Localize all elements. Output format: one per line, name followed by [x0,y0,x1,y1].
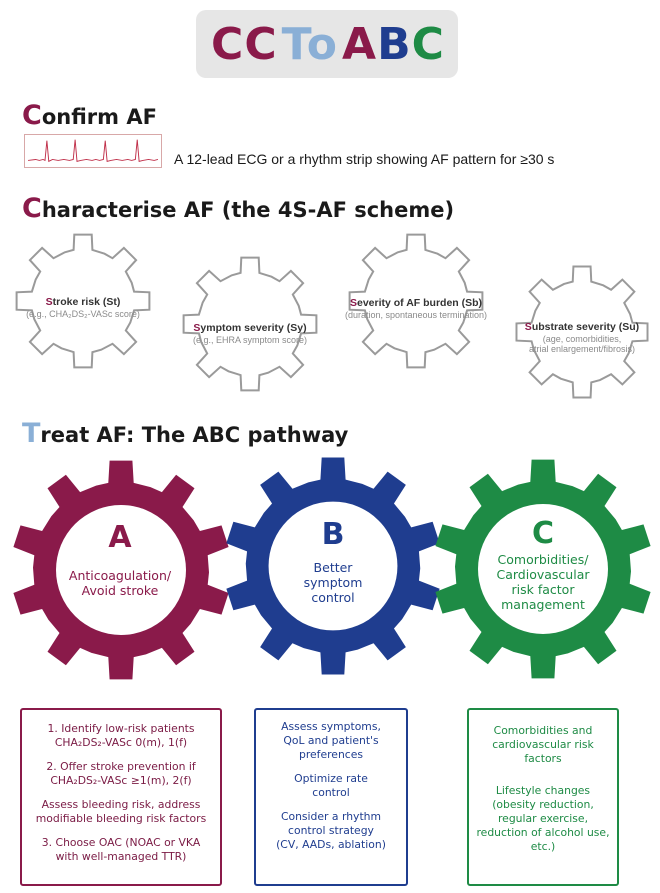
box-comorbidities [467,708,619,886]
scheme-title: everity of AF burden (Sb) [356,297,483,309]
gear-label-line: symptom [303,575,363,590]
title-abc [342,19,445,70]
scheme-first-letter: S [193,322,201,334]
gear-c-letter: C [531,516,555,551]
confirm-description: A 12-lead ECG or a rhythm strip showing AF pattern for ≥30 s [174,151,555,167]
gear-label-line: Cardiovascular [496,567,590,582]
scheme-sub: (duration, spontaneous termination) [344,310,488,320]
confirm-rest: onfirm AF [41,105,157,129]
box-line: (obesity reduction, [492,798,594,811]
box-b-item-3 [262,810,400,852]
box-line: factors [524,752,562,765]
box-line: 2. Offer stroke prevention if [46,760,196,773]
box-line: QoL and patient's [283,734,379,747]
box-a-item-1 [30,722,212,750]
scheme-first-letter: S [349,297,357,309]
treat-rest: reat AF: The ABC pathway [40,423,349,447]
box-line: regular exercise, [497,812,589,825]
box-line: Assess bleeding risk, address [41,798,201,811]
gear-label-line: Better [313,560,353,575]
gear-a-label [56,568,184,598]
box-a-item-2 [30,760,212,788]
box-line: reduction of alcohol use, [476,826,610,839]
box-anticoagulation [20,708,222,886]
scheme-first-letter: S [45,296,53,308]
box-line: cardiovascular risk [492,738,594,751]
box-c-item-2 [475,784,611,854]
scheme-title: troke risk (St) [52,296,121,308]
treat-heading [22,418,348,449]
box-b-item-1 [262,720,400,762]
title-b: B [377,18,412,70]
scheme-substrate-severity [512,321,652,354]
box-line: 3. Choose OAC (NOAC or VKA [41,836,201,849]
box-line: with well-managed TTR) [55,850,187,863]
scheme-sub: (e.g., EHRA symptom score) [192,335,308,345]
scheme-symptom-severity [179,322,321,345]
gear-c-label [478,552,608,612]
title-a: A [342,18,378,70]
scheme-af-burden [330,297,502,320]
confirm-heading [22,100,157,131]
scheme-sub: atrial enlargement/fibrosis) [528,344,636,354]
scheme-sub: (e.g., CHA₂DS₂-VASc score) [26,309,140,319]
box-b-item-2 [262,772,400,800]
page-title [196,10,458,78]
scheme-first-letter: S [524,321,532,333]
box-line: etc.) [530,840,556,853]
box-symptom-control [254,708,408,886]
gear-label-line: management [501,597,585,612]
box-line: Assess symptoms, [281,720,381,733]
confirm-first-letter: C [22,100,42,131]
scheme-sub: (age, comorbidities, [542,334,622,344]
box-line: control [312,786,350,799]
scheme-stroke-risk [12,296,154,319]
title-cc: CC [211,18,278,70]
box-c-item-1 [475,724,611,766]
gear-label-line: Avoid stroke [81,583,159,598]
box-line: modifiable bleeding risk factors [35,812,207,825]
box-line: Comorbidities and [493,724,593,737]
treat-first-letter: T [22,418,41,449]
box-line: CHA₂DS₂-VASc 0(m), 1(f) [54,736,188,749]
scheme-title: ubstrate severity (Su) [531,321,640,333]
gear-b-label [283,560,383,605]
gear-b-letter: B [321,517,345,552]
gear-a-letter: A [108,520,132,555]
box-line: preferences [298,748,364,761]
characterise-rest: haracterise AF (the 4S-AF scheme) [41,198,455,222]
characterise-first-letter: C [22,193,42,224]
box-line: Lifestyle changes [495,784,591,797]
ecg-strip-icon [24,134,162,168]
characterise-heading [22,193,454,224]
gear-label-line: control [311,590,355,605]
gear-label-line: Anticoagulation/ [68,568,172,583]
box-line: control strategy [288,824,374,837]
box-line: (CV, AADs, ablation) [276,838,386,851]
box-a-item-3 [30,798,212,826]
gear-label-line: risk factor [511,582,575,597]
box-line: CHA₂DS₂-VASc ≥1(m), 2(f) [50,774,192,787]
box-line: 1. Identify low-risk patients [47,722,195,735]
box-a-item-4 [30,836,212,864]
box-line: Consider a rhythm [280,810,382,823]
title-to: To [281,18,339,70]
scheme-title: ymptom severity (Sy) [200,322,307,334]
gear-label-line: Comorbidities/ [497,552,589,567]
box-line: Optimize rate [294,772,368,785]
title-c: C [411,18,445,70]
